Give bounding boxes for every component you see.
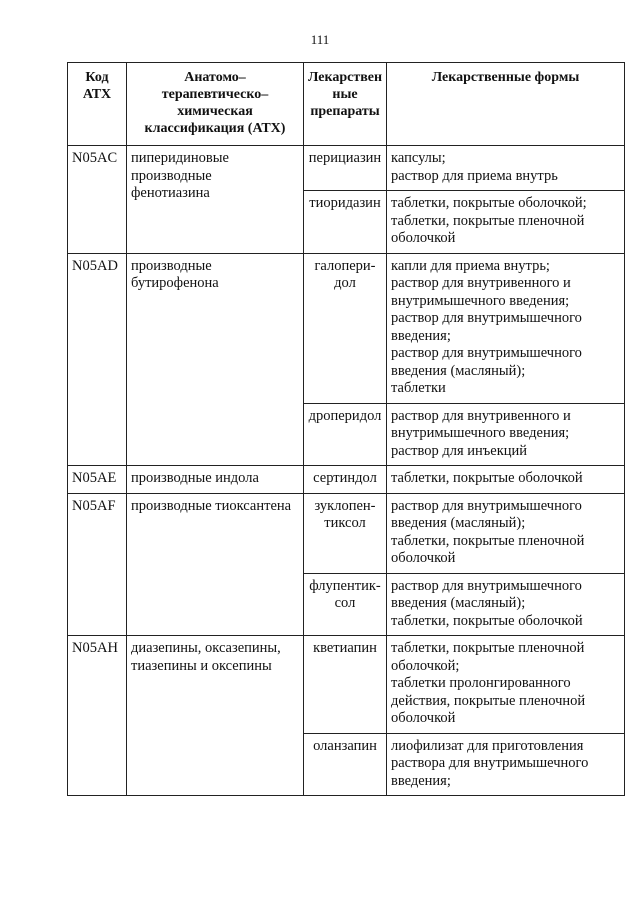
- dosage-forms: таблетки, покрытые пленочной оболочкой; таблетки пролонгированного действия, покрытые пленочной оболочкой: [387, 636, 625, 734]
- drug-name: галопери- дол: [304, 253, 387, 403]
- atx-code: N05AF: [68, 493, 127, 636]
- table-row: [68, 466, 625, 494]
- drug-name: тиоридазин: [304, 191, 387, 254]
- dosage-forms: таблетки, покрытые оболочкой: [387, 466, 625, 494]
- table-row: [68, 146, 625, 191]
- drug-name: перициазин: [304, 146, 387, 191]
- header-classification: Анатомо– терапевтическо– химическая классификация (АТХ): [127, 63, 304, 146]
- drug-name: оланзапин: [304, 733, 387, 796]
- drug-name: сертиндол: [304, 466, 387, 494]
- drug-name: зуклопен- тиксол: [304, 493, 387, 573]
- dosage-forms: капсулы; раствор для приема внутрь: [387, 146, 625, 191]
- table-header-row: [68, 63, 625, 146]
- dosage-forms: таблетки, покрытые оболочкой; таблетки, покрытые пленочной оболочкой: [387, 191, 625, 254]
- dosage-forms: раствор для внутривенного и внутримышечного введения; раствор для инъекций: [387, 403, 625, 466]
- dosage-forms: лиофилизат для приготовления раствора для внутримышечного введения;: [387, 733, 625, 796]
- atx-group-name: пиперидиновые производные фенотиазина: [127, 146, 304, 254]
- atx-code: N05AC: [68, 146, 127, 254]
- table-row: [68, 636, 625, 734]
- atx-code: N05AD: [68, 253, 127, 466]
- page-number: 111: [310, 32, 330, 47]
- dosage-forms: раствор для внутримышечного введения (масляный); таблетки, покрытые пленочной оболочкой: [387, 493, 625, 573]
- table-row: [68, 493, 625, 573]
- drug-name: кветиапин: [304, 636, 387, 734]
- header-forms: Лекарственные формы: [387, 63, 625, 146]
- header-code: Код АТХ: [68, 63, 127, 146]
- header-drugs: Лекарствен ные препараты: [304, 63, 387, 146]
- atx-classification-table: [67, 62, 625, 796]
- atx-group-name: производные бутирофенона: [127, 253, 304, 466]
- atx-code: N05AH: [68, 636, 127, 796]
- atx-group-name: производные тиоксантена: [127, 493, 304, 636]
- dosage-forms: раствор для внутримышечного введения (масляный); таблетки, покрытые оболочкой: [387, 573, 625, 636]
- atx-group-name: производные индола: [127, 466, 304, 494]
- table-row: [68, 253, 625, 403]
- atx-group-name: диазепины, оксазепины, тиазепины и оксепины: [127, 636, 304, 796]
- drug-name: флупентик- сол: [304, 573, 387, 636]
- drug-name: дроперидол: [304, 403, 387, 466]
- atx-code: N05AE: [68, 466, 127, 494]
- dosage-forms: капли для приема внутрь; раствор для внутривенного и внутримышечного введения; раствор для внутримышечного введения; раствор для внутримышечного введения (масляный); таблетки: [387, 253, 625, 403]
